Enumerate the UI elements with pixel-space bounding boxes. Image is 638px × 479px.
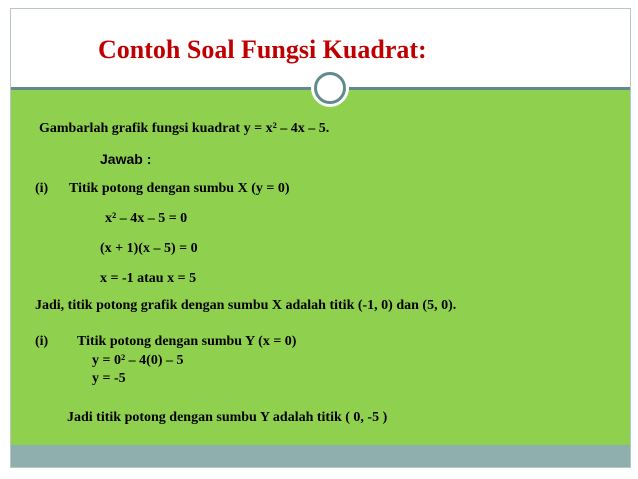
answer-label: Jawab :	[100, 151, 152, 167]
decorative-circle	[314, 72, 346, 104]
problem-statement: Gambarlah grafik fungsi kuadrat y = x² – 4x – 5.	[39, 121, 330, 136]
footer-bar	[11, 445, 630, 467]
part1-step3: x = -1 atau x = 5	[100, 271, 197, 286]
part2-marker: (i)	[35, 334, 49, 349]
part1-conclusion: Jadi, titik potong grafik dengan sumbu X adalah titik (-1, 0) dan (5, 0).	[35, 298, 457, 313]
part2-step1: y = 0² – 4(0) – 5	[92, 353, 184, 368]
part1-heading: Titik potong dengan sumbu X (y = 0)	[69, 181, 290, 196]
content-area	[11, 90, 630, 445]
part1-step2: (x + 1)(x – 5) = 0	[100, 241, 198, 256]
part2-conclusion: Jadi titik potong dengan sumbu Y adalah titik ( 0, -5 )	[67, 410, 388, 425]
part1-marker: (i)	[35, 181, 49, 196]
slide	[10, 8, 631, 468]
part1-step1: x² – 4x – 5 = 0	[105, 211, 188, 226]
slide-title: Contoh Soal Fungsi Kuadrat:	[98, 35, 427, 64]
part2-heading: Titik potong dengan sumbu Y (x = 0)	[77, 334, 297, 349]
part2-step2: y = -5	[92, 371, 126, 386]
